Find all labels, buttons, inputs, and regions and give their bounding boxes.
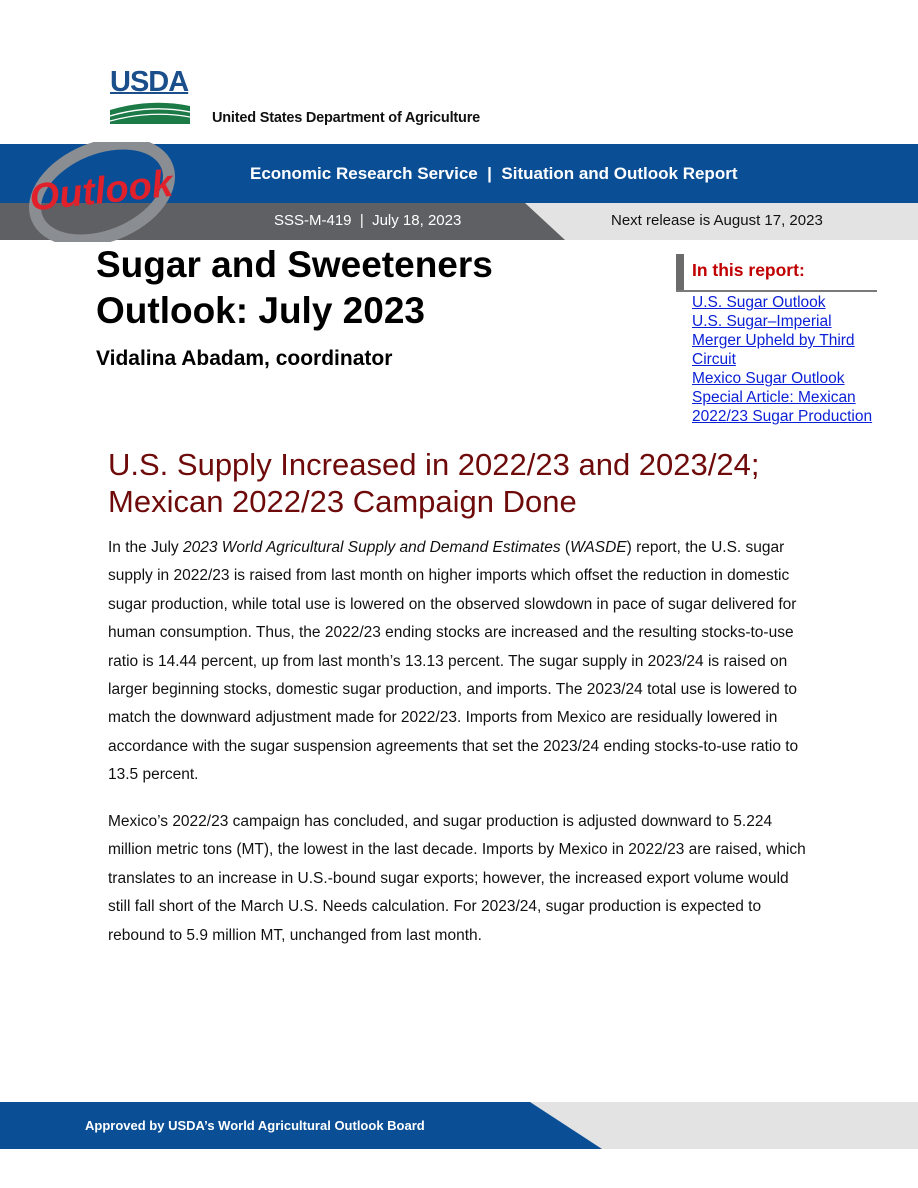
toc-link-special-article[interactable]: 2022/23 Sugar Production [692,408,873,425]
agency-line: Economic Research Service | Situation and Outlook Report [250,164,738,183]
article-heading [108,446,868,520]
report-title [96,242,616,334]
department-name: United States Department of Agriculture [212,110,481,126]
paragraph-1-prefix: In the July [108,539,183,556]
usda-field-graphic [110,100,190,124]
report-number-date: SSS-M-419 | July 18, 2023 [274,212,462,229]
wasde-title: 2023 World Agricultural Supply and Demand Estimates [182,539,561,556]
toc-link-us-sugar-outlook[interactable]: U.S. Sugar Outlook [692,294,826,311]
footer-approval: Approved by USDA’s World Agricultural Outlook Board [85,1118,425,1133]
usda-logo [110,68,190,124]
wasde-abbrev: WASDE [570,539,627,556]
paragraph-1 [108,534,808,790]
toc-divider [676,290,877,292]
report-title-line2: Outlook: July 2023 [96,290,425,331]
toc-link-special-article[interactable]: Special Article: Mexican [692,389,856,406]
paragraph-1-paren: ( [560,539,571,556]
toc-link-imperial-merger[interactable]: Circuit [692,351,736,368]
report-title-line1: Sugar and Sweeteners [96,244,493,285]
paragraph-2: Mexico’s 2022/23 campaign has concluded, and sugar production is adjusted downward to 5.224 million metric tons (MT), the lowest in the last decade. Imports by Mexico in 2022/23 are raised, which translates to an increase in U.S.-bound sugar exports; however, the increased export volume would still fall short of the March U.S. Needs calculation. For 2023/24, sugar production is expected to rebound to 5.9 million MT, unchanged from last month. [108,813,806,944]
next-release-date: Next release is August 17, 2023 [611,212,823,229]
article-heading-line2: Mexican 2022/23 Campaign Done [108,484,577,519]
toc-link-imperial-merger[interactable]: U.S. Sugar–Imperial [692,313,832,330]
outlook-logo [24,142,184,242]
usda-logo-text: USDA [110,66,189,98]
toc-heading: In this report: [692,260,805,280]
outlook-logo-text: Outlook [27,162,175,220]
toc-link-imperial-merger[interactable]: Merger Upheld by Third [692,332,855,349]
paragraph-1-body: ) report, the U.S. sugar supply in 2022/23 is raised from last month on higher imports which offset the reduction in domestic sugar production, while total use is lowered on the observed slowdown in pace of sugar delivered for human consumption. Thus, the 2022/23 ending stocks are increased and the resulting stocks-to-use ratio is 14.44 percent, up from last month’s 13.13 percent. The sugar supply in 2023/24 is raised on larger beginning stocks, domestic sugar production, and imports. The 2023/24 total use is lowered to match the downward adjustment made for 2022/23. Imports from Mexico are residually lowered in accordance with the sugar suspension agreements that set the 2023/24 ending stocks-to-use ratio to 13.5 percent. [108,539,799,784]
toc-link-mexico-sugar-outlook[interactable]: Mexico Sugar Outlook [692,370,845,387]
toc-accent-bar [676,254,684,292]
toc-links [692,293,892,426]
article-heading-line1: U.S. Supply Increased in 2022/23 and 2023/24; [108,447,760,482]
coordinator-name: Vidalina Abadam, coordinator [96,347,393,370]
